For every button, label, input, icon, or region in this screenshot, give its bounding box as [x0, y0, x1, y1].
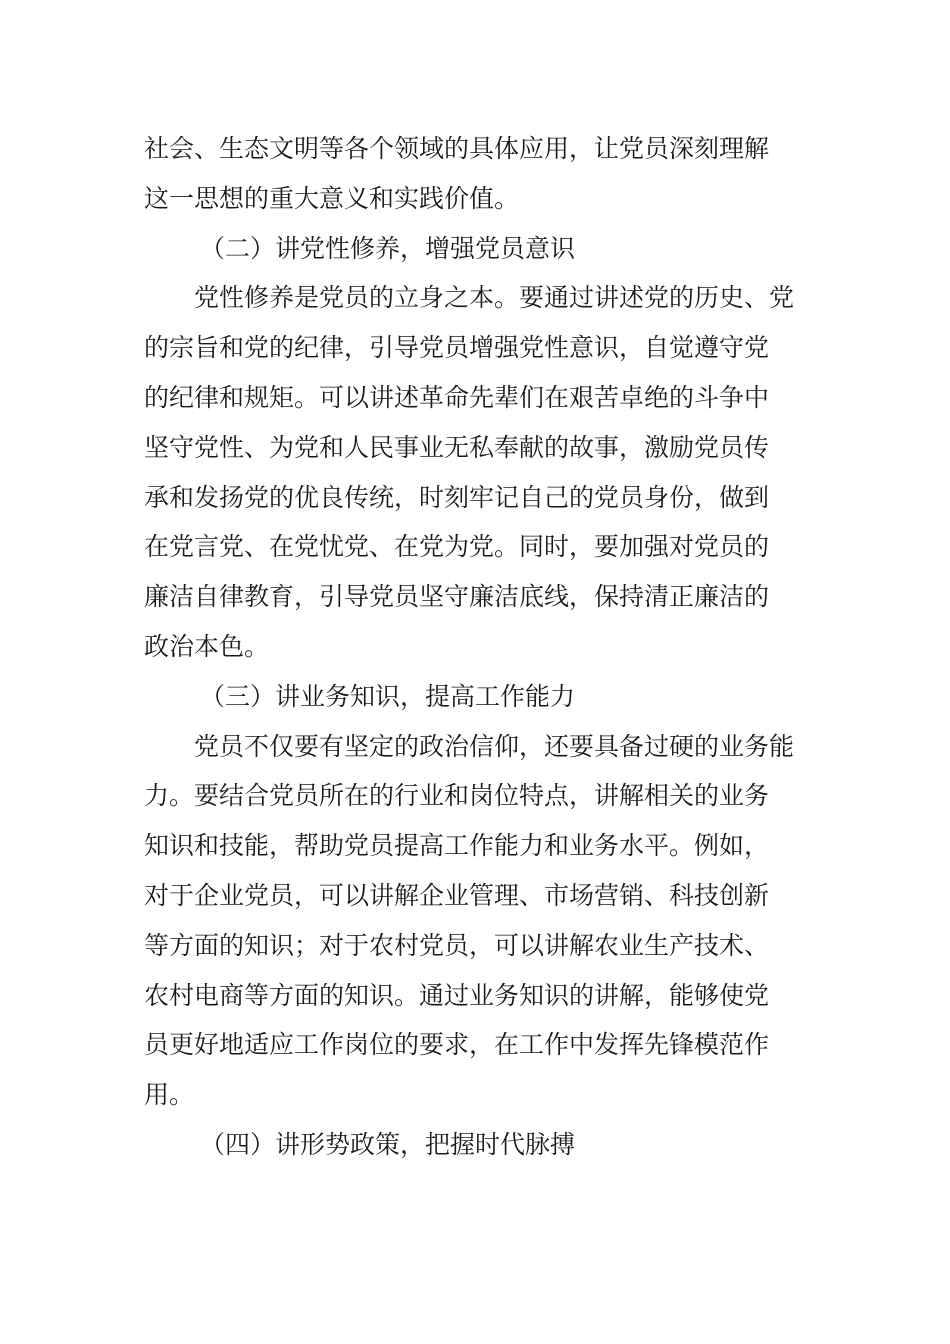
paragraph-3: 党员不仅要有坚定的政治信仰，还要具备过硬的业务能 力。要结合党员所在的行业和岗位特点，讲解相关的业务 知识和技能，帮助党员提高工作能力和业务水平。例如， 对于企业党员，可以讲解企业管理、市场营销、科技创新 等方面的知识；对于农村党员，可以讲解农业生产技术、 农村电商等方面的知识。通过业务知识的讲解，能够使党 员更好地适应工作岗位的要求，在工作中发挥先锋模范作 用。: [144, 731, 795, 1110]
paragraph-continued: 社会、生态文明等各个领域的具体应用，让党员深刻理解 这一思想的重大意义和实践价值。: [144, 134, 770, 213]
paragraph-2: 党性修养是党员的立身之本。要通过讲述党的历史、党 的宗旨和党的纪律，引导党员增强党性意识，自觉遵守党 的纪律和规矩。可以讲述革命先辈们在艰苦卓绝的斗争中 坚守党性、为党和人民事业无私奉献的故事，激励党员传 承和发扬党的优良传统，时刻牢记自己的党员身份，做到 在党言党、在党忧党、在党为党。同时，要加强对党员的 廉洁自律教育，引导党员坚守廉洁底线，保持清正廉洁的 政治本色。: [144, 283, 795, 661]
document-body: [144, 124, 844, 1170]
section-heading-4: （四）讲形势政策，把握时代脉搏: [200, 1129, 576, 1159]
section-heading-3: （三）讲业务知识，提高工作能力: [200, 681, 576, 711]
section-heading-2: （二）讲党性修养，增强党员意识: [200, 233, 576, 263]
